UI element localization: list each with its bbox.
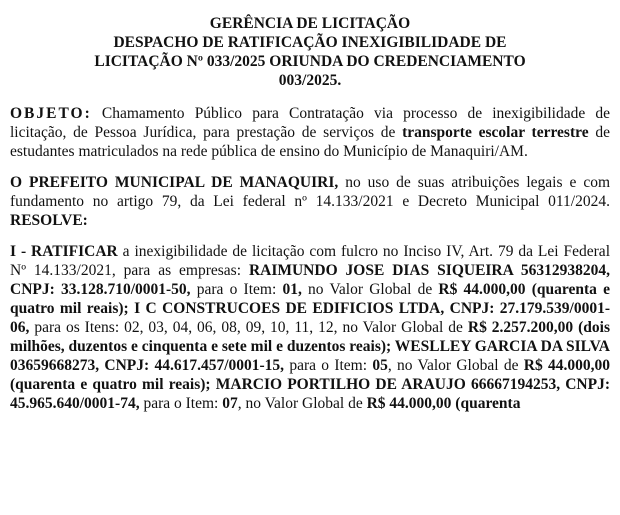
heading-line-3: LICITAÇÃO Nº 033/2025 ORIUNDA DO CREDENCIAMENTO: [94, 53, 526, 70]
ratificar-text-2: para o Item:: [190, 281, 283, 298]
company-1-items: 01,: [282, 281, 302, 298]
objeto-paragraph: [10, 104, 610, 161]
ratificar-text-4: para os Itens: 02, 03, 04, 06, 08, 09, 10, 11, 12, no Valor Global de: [29, 319, 468, 336]
company-1-value: R$ 44.000,00 (quarenta e quatro mil reais); I C CONSTRUCOES DE EDIFICIOS LTDA, CNPJ: 27.179.539/0001-06,: [10, 281, 610, 336]
objeto-text-1: Chamamento Público para Contratação via processo de inexigibilidade de licitação, de Pessoa Jurídica, para prestação de serviços de: [10, 105, 610, 141]
heading-line-2: DESPACHO DE RATIFICAÇÃO INEXIGIBILIDADE DE: [113, 34, 507, 51]
company-4-items: 07: [222, 395, 238, 412]
prefeito-label: O PREFEITO MUNICIPAL DE MANAQUIRI,: [10, 174, 339, 191]
company-4-value: R$ 44.000,00 (quarenta: [366, 395, 521, 412]
company-3-value: R$ 44.000,00 (quarenta e quatro mil reais); MARCIO PORTILHO DE ARAUJO 66667194253, CNPJ: 45.965.640/0001-74,: [10, 357, 610, 412]
objeto-highlight: transporte escolar terrestre: [402, 124, 589, 141]
document-heading: [10, 14, 610, 90]
ratificar-text-3: no Valor Global de: [301, 281, 439, 298]
company-1: RAIMUNDO JOSE DIAS SIQUEIRA 56312938204, CNPJ: 33.128.710/0001-50,: [10, 262, 611, 298]
ratificar-text-8: , no Valor Global de: [237, 395, 367, 412]
heading-line-4: 003/2025.: [278, 72, 342, 89]
ratificar-label: I - RATIFICAR: [10, 243, 118, 260]
ratificar-text-5: para o Item:: [284, 357, 373, 374]
objeto-label: OBJETO:: [10, 105, 92, 122]
company-2-value: R$ 2.257.200,00 (dois milhões, duzentos e cinquenta e sete mil e duzentos reais); WESLLEY GARCIA DA SILVA 03659668273, CNPJ: 44.617.457/0001-15,: [10, 319, 610, 374]
objeto-text-2: de estudantes matriculados na rede pública de ensino do Município de Manaquiri/AM.: [10, 124, 610, 160]
ratificar-text-7: para o Item:: [139, 395, 223, 412]
ratificar-text-1: a inexigibilidade de licitação com fulcro no Inciso IV, Art. 79 da Lei Federal Nº 14.133/2021, para as empresas:: [10, 243, 610, 279]
heading-line-1: GERÊNCIA DE LICITAÇÃO: [209, 15, 411, 32]
company-3-items: 05: [372, 357, 388, 374]
prefeito-paragraph: [10, 173, 610, 230]
resolve-label: RESOLVE:: [10, 212, 88, 229]
ratificar-paragraph: [10, 242, 610, 413]
ratificar-text-6: , no Valor Global de: [387, 357, 524, 374]
prefeito-text: no uso de suas atribuições legais e com fundamento no artigo 79, da Lei federal nº 14.133/2021 e Decreto Municipal 011/2024.: [10, 174, 611, 210]
